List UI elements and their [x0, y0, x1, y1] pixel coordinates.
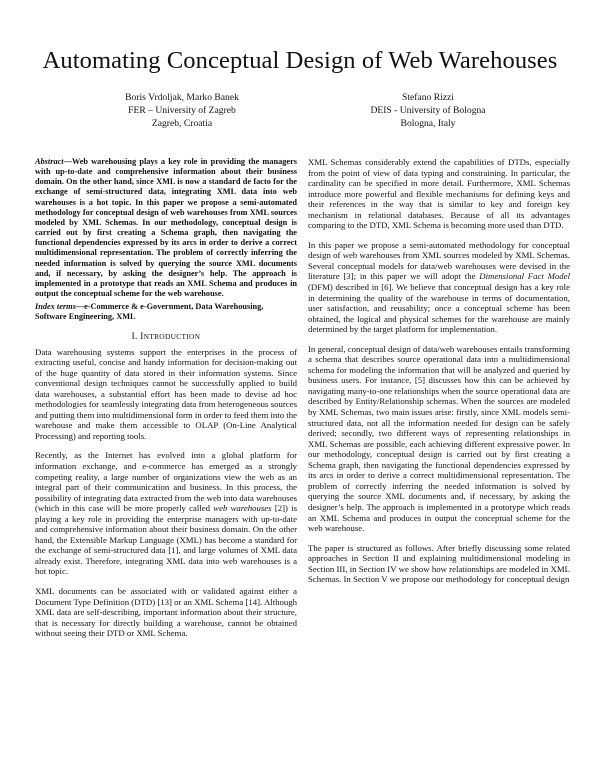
abstract-label: Abstract	[35, 157, 64, 166]
right-column	[308, 157, 570, 594]
index-terms-text: —e-Commerce & e-Government, Data Warehousing, Software Engineering, XML	[35, 302, 264, 322]
paragraph-text: (DFM) described in [6]. We believe that conceptual design has a key role in determining the quality of the warehouse in terms of documentation, user satisfaction, and reusability; once a conceptual scheme has been obtained, the logical and physical schemes for the warehouse are mainly determined by the target platform for implementation.	[308, 282, 570, 335]
index-terms-label: Index terms	[35, 302, 76, 312]
emphasis-web-warehouses: web warehouses	[213, 503, 272, 514]
index-terms	[35, 302, 297, 322]
abstract-text: —Web warehousing plays a key role in providing the managers with up-to-date and comprehensive information about their business domain. On the other hand, since XML is now a standard de facto for the exchange of semi-structured data, integrating XML data into web warehouses is a hot topic. In this paper we propose a semi-automated methodology for conceptual design of web warehouses from XML sources modeled by XML Schemas. In our methodology, conceptual design is carried out by first creating a Schema graph, then navigating the functional dependencies expressed by its arcs in order to derive a correct multidimensional representation. The problem of correctly inferring the needed information is solved by querying the source XML documents and, if necessary, by asking the designer’s help. The approach is implemented in a prototype that reads an XML Schema and produces in output the conceptual scheme for the web warehouse.	[35, 157, 297, 299]
section-number: I.	[131, 330, 138, 341]
paragraph-proposal	[308, 240, 570, 335]
paragraph-text: In this paper we propose a semi-automated methodology for conceptual design of web warehouses from XML sources modeled by XML Schemas. Several conceptual models for data/web warehouses were devised in the literature [3]; in this paper we will adopt the	[308, 239, 570, 282]
left-column	[35, 157, 297, 648]
section-title-initial: I	[140, 330, 144, 341]
paragraph-intro-2	[35, 450, 297, 577]
abstract	[35, 157, 297, 299]
paragraph-structure: The paper is structured as follows. After briefly discussing some related approaches in Section II and explaining multidimensional modeling in Section III, in Section IV we show how relationships are modeled in XML Schemas. In Section V we propose our methodology for conceptual design	[308, 542, 570, 585]
section-heading-introduction	[35, 331, 297, 341]
paragraph-conceptual-design: In general, conceptual design of data/web warehouses entails transforming a schema that describes source operational data into a multidimensional schema for modeling the information that will be analyzed and queried by business users. For instance, [5] discusses how this can be achieved by navigating many-to-one relationships when the source operational data are described by Entity/Relationship schemas. When the sources are modeled by XML Schemas, two main issues arise: firstly, since XML models semi-structured data, not all the information needed for design can be safely derived; secondly, two different ways of representing relationships in XML Schemas are possible, each achieving different expressive power. In our methodology, conceptual design is carried out by first creating a Schema graph, then navigating the functional dependencies expressed by its arcs in order to derive a correct multidimensional representation. The problem of correctly inferring the needed information is solved by querying the source XML documents and, if necessary, by asking the designer’s help. The approach is implemented in a prototype which reads an XML Schema and produces in output the conceptual scheme for the web warehouse.	[308, 343, 570, 534]
author-affiliation: DEIS - University of Bologna	[370, 105, 486, 116]
paper-title: Automating Conceptual Design of Web Warehouses	[42, 47, 558, 74]
author-affiliation: FER – University of Zagreb	[128, 105, 236, 116]
author-block-1	[62, 91, 302, 130]
paragraph-text: [2]) is playing a key role in providing the enterprise managers with up-to-date and comprehensive information about their business domain. On the other hand, the Extensible Markup Language (XML) has become a standard for the exchange of semi-structured data [1], and large volumes of XML data already exist. Therefore, integrating XML data into web warehouses is a hot topic.	[35, 503, 298, 577]
author-name: Boris Vrdoljak, Marko Banek	[125, 92, 239, 103]
author-name: Stefano Rizzi	[402, 92, 454, 103]
section-title-rest: NTRODUCTION	[143, 331, 201, 341]
paragraph-intro-1: Data warehousing systems support the enterprises in the process of extracting useful, concise and handy information for decision-making out of the huge quantity of data stored in their information systems. Since conventional design techniques cannot be successfully applied to build data warehouses, a substantial effort has been made to devise ad hoc methodologies for seamlessly integrating data from heterogeneous sources and putting them into multidimensional form in order to feed them into the warehouse and make them accessible to OLAP (On-Line Analytical Processing) and reporting tools.	[35, 346, 297, 441]
author-location: Bologna, Italy	[400, 118, 456, 129]
paragraph-xml-schemas: XML Schemas considerably extend the capabilities of DTDs, especially from the point of view of data typing and constraining. In particular, the cardinality can be specified in more detail. Furthermore, XML Schemas introduce more powerful and flexible mechanisms for defining keys and their references in the way that is similar to key and foreign key mechanism in relational databases. Because of all its advantages comparing to the DTD, XML Schema is becoming more used than DTD.	[308, 157, 570, 231]
emphasis-dfm: Dimensional Fact Model	[479, 271, 570, 282]
paragraph-text: Recently, as the Internet has evolved into a global platform for information exchange, and e-commerce has emerged as a strongly competing reality, a large number of organizations view the web as an integral part of their communication and business. In this process, the possibility of integrating data extracted from the web into data warehouses (which in this case will be more properly called	[35, 450, 297, 514]
paragraph-intro-3: XML documents can be associated with or validated against either a Document Type Definition (DTD) [13] or an XML Schema [14]. Although XML data are self-describing, important information about their structure, that is necessary for directly building a warehouse, cannot be obtained without seeing their DTD or XML Schema.	[35, 585, 297, 639]
author-location: Zagreb, Croatia	[151, 118, 213, 129]
author-block-2	[308, 91, 548, 130]
